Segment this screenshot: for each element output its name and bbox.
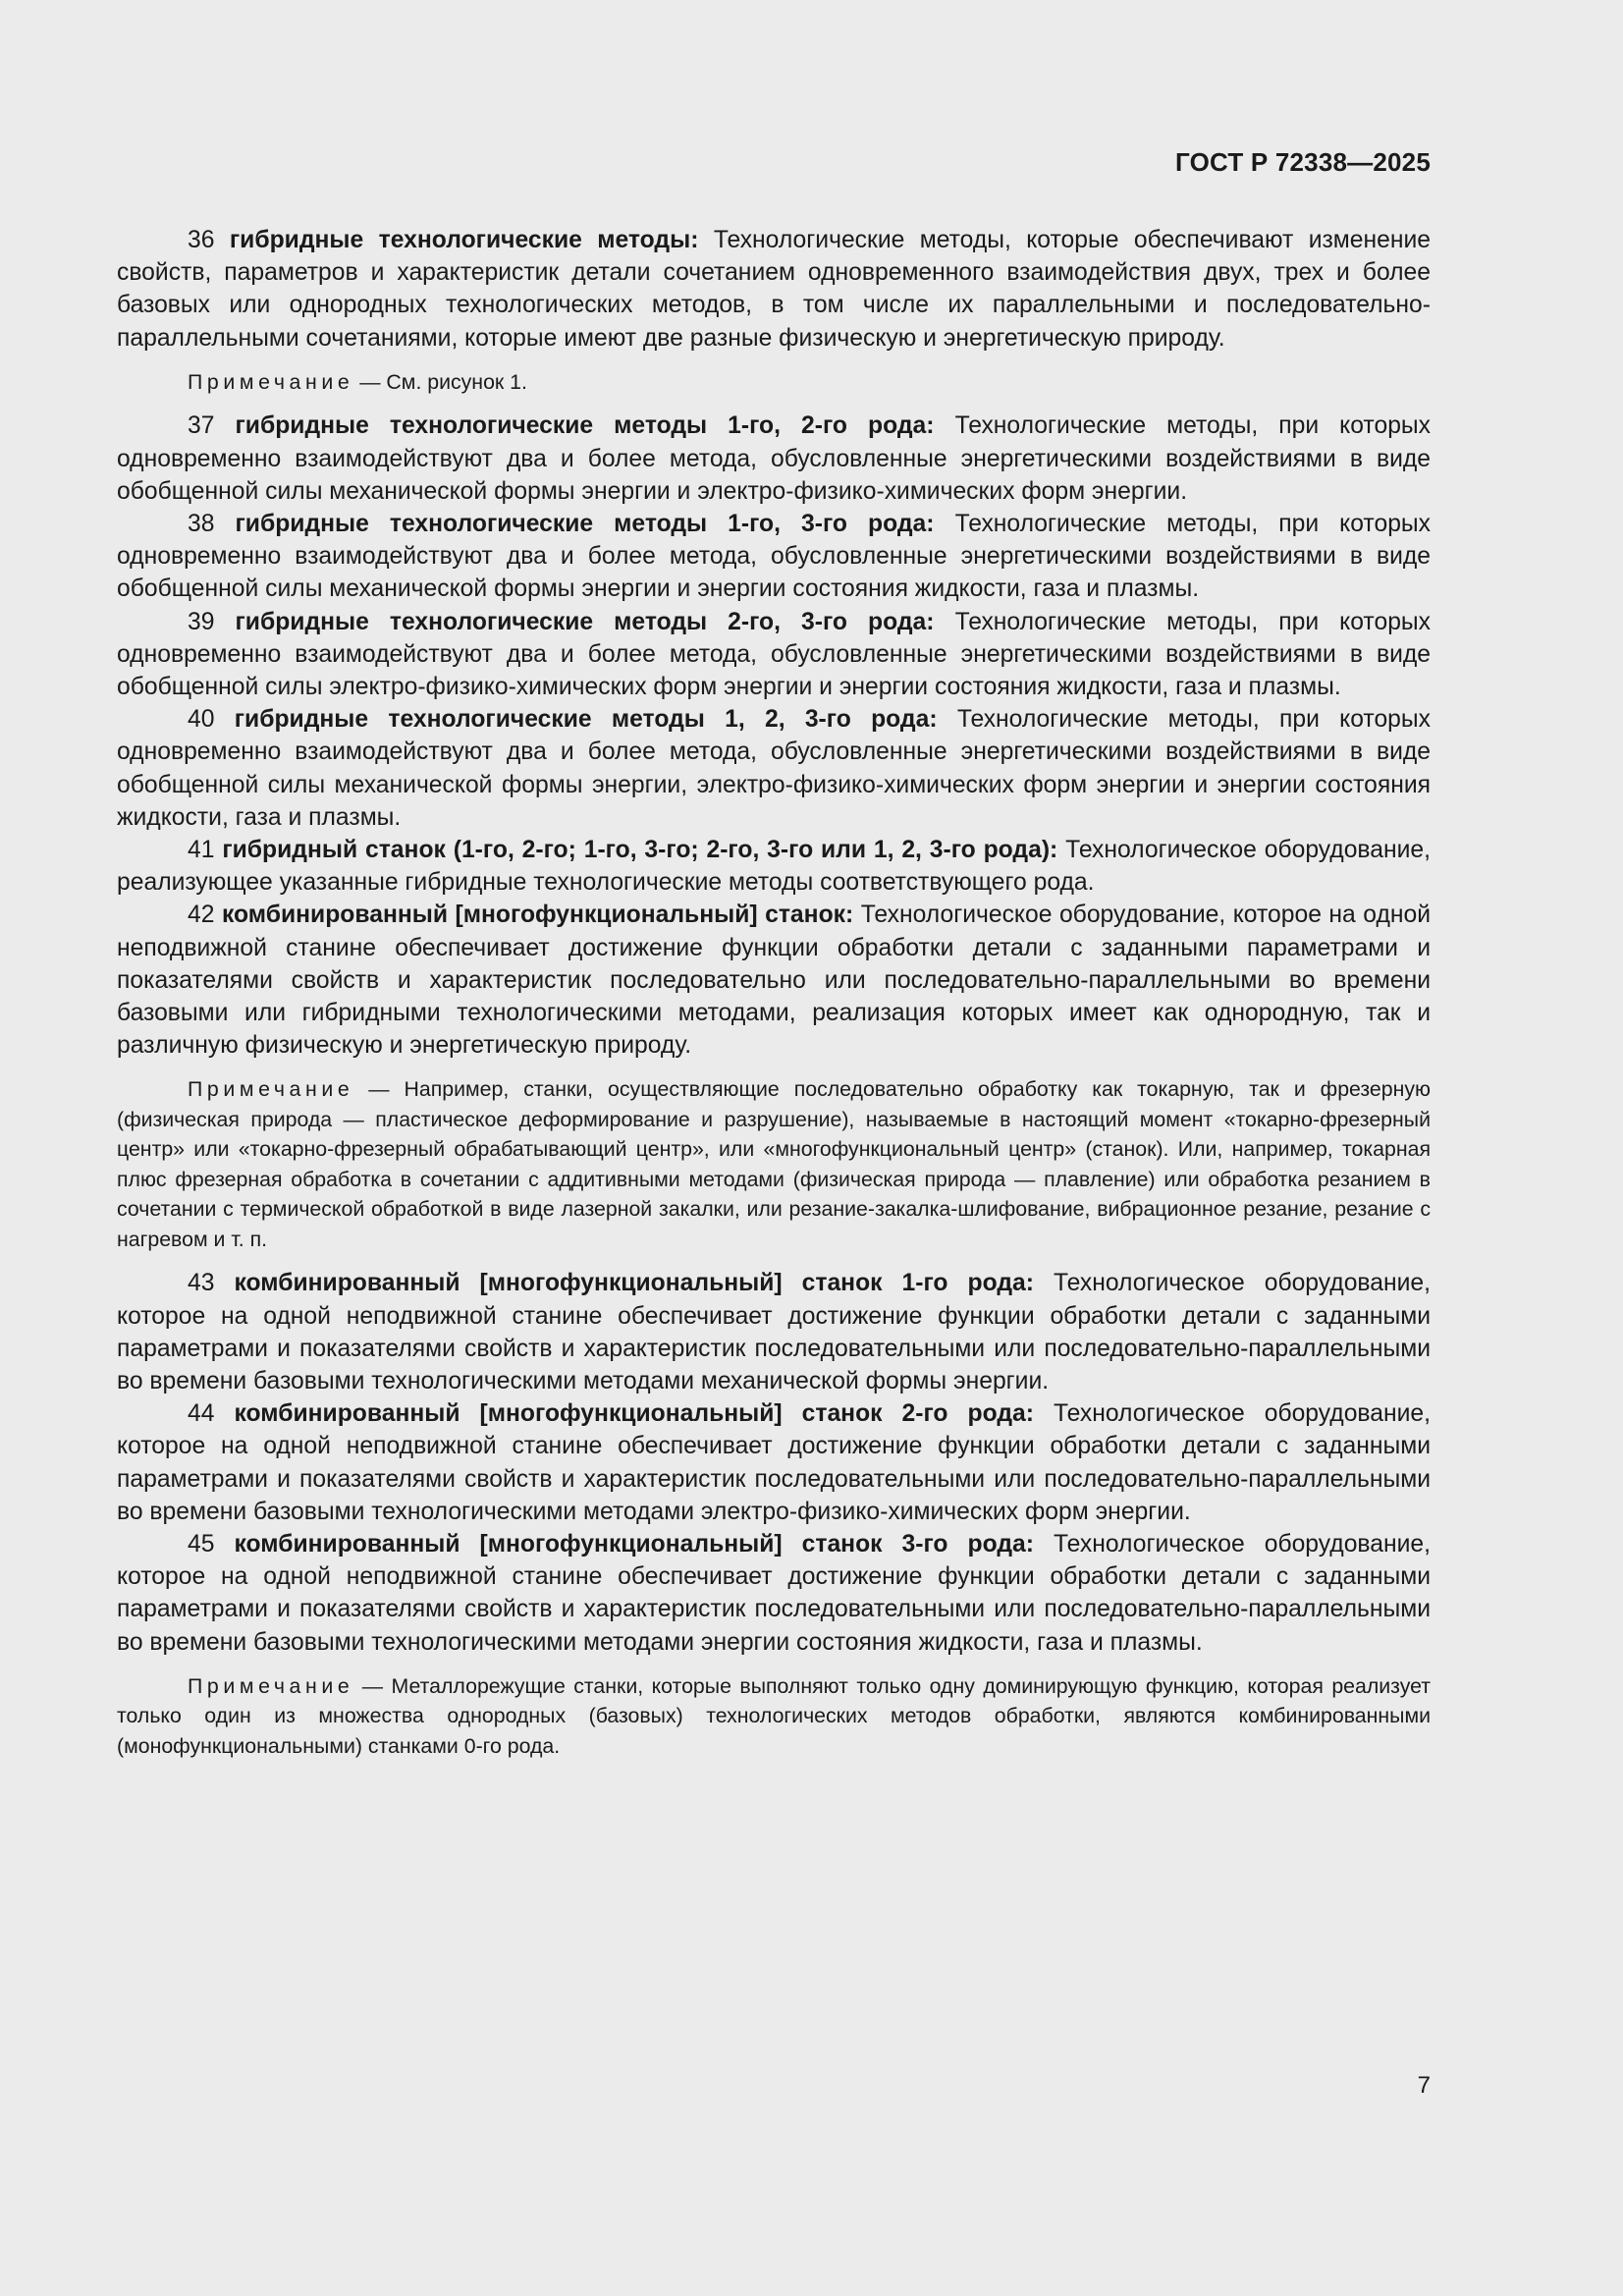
term-definition: Технологические методы, при которых одновременно взаимодействуют два и более метода, обусловленные энергетическими воздействиями в виде обобщенной силы механической формы энергии и электро-физико-химических форм энергии. [117, 412, 1432, 505]
term-title: гибридные технологические методы 1, 2, 3-го рода: [234, 706, 938, 734]
page-number: 7 [1417, 2072, 1431, 2099]
term-title: комбинированный [многофункциональный] станок 1-го рода: [234, 1270, 1034, 1297]
note-label: Примечание [188, 1673, 354, 1698]
term-title: гибридные технологические методы 1-го, 2-го рода: [235, 412, 935, 440]
term-definition: Технологическое оборудование, реализующее указанные гибридные технологические методы соответствующего рода. [117, 836, 1432, 897]
term-number: 36 [188, 227, 215, 253]
term-definition: Технологические методы, при которых одновременно взаимодействуют два и более метода, обусловленные энергетическими воздействиями в виде обобщенной силы электро-физико-химических форм энергии и энергии состояния жидкости, газа и плазмы. [117, 608, 1432, 700]
note-text: — Например, станки, осуществляющие последовательно обработку как токарную, так и фрезерную (физическая природа — пластическое деформирование и разрушение), называемые в настоящий момент «токарно-фрезерный центр» или «токарно-фрезерный обрабатывающий центр», или «многофункциональный центр» (станок). Или, например, токарная плюс фрезерная обработка в сочетании с аддитивными методами (физическая природа — плавление) или обработка резанием в сочетании с термической обработкой в виде лазерной закалки, или резание-закалка-шлифование, вибрационное резание, резание с нагревом и т. п. [117, 1077, 1432, 1251]
term-title: комбинированный [многофункциональный] станок 2-го рода: [234, 1400, 1034, 1428]
term-number: 45 [188, 1531, 215, 1558]
note-1 [117, 367, 1431, 398]
term-36 [117, 224, 1431, 355]
term-number: 43 [188, 1270, 215, 1297]
note-3 [117, 1671, 1431, 1762]
term-number: 42 [188, 902, 215, 929]
term-definition: Технологические методы, при которых одновременно взаимодействуют два и более метода, обусловленные энергетическими воздействиями в виде обобщенной силы механической формы энергии и энергии состояния жидкости, газа и плазмы. [117, 510, 1432, 603]
document-body [117, 224, 1431, 1761]
term-definition: Технологическое оборудование, которое на одной неподвижной станине обеспечивает достижение функции обработки детали с заданными параметрами и показателями свойств и характеристик последовательными или последовательно-параллельными во времени базовыми технологическими методами энергии состояния жидкости, газа и плазмы. [117, 1531, 1432, 1656]
document-header: ГОСТ Р 72338—2025 [1175, 147, 1431, 177]
term-39 [117, 606, 1431, 704]
term-title: гибридные технологические методы: [229, 227, 699, 253]
term-43 [117, 1267, 1431, 1397]
term-45 [117, 1528, 1431, 1659]
term-42 [117, 899, 1431, 1062]
term-number: 40 [188, 706, 215, 734]
term-number: 39 [188, 608, 215, 635]
term-38 [117, 508, 1431, 606]
term-44 [117, 1397, 1431, 1528]
note-2 [117, 1074, 1431, 1254]
term-title: гибридные технологические методы 2-го, 3-го рода: [235, 608, 935, 635]
term-number: 44 [188, 1400, 215, 1428]
term-definition: Технологические методы, которые обеспечивают изменение свойств, параметров и характеристик детали сочетанием одновременного взаимодействия двух, трех и более базовых или однородных технологических методов, в том числе их параллельными и последовательно-параллельными сочетаниями, которые имеют две разные физическую и энергетическую природу. [117, 227, 1432, 352]
term-definition: Технологическое оборудование, которое на одной неподвижной станине обеспечивает достижение функции обработки детали с заданными параметрами и показателями свойств и характеристик последовательно или последовательно-параллельными во времени базовыми или гибридными технологическими методами, реализация которых имеет как однородную, так и различную физическую и энергетическую природу. [117, 902, 1432, 1060]
note-label: Примечание [188, 1077, 354, 1102]
term-definition: Технологическое оборудование, которое на одной неподвижной станине обеспечивает достижение функции обработки детали с заданными параметрами и показателями свойств и характеристик последовательными или последовательно-параллельными во времени базовыми технологическими методами электро-физико-химических форм энергии. [117, 1400, 1432, 1525]
term-40 [117, 703, 1431, 834]
note-label: Примечание [188, 369, 354, 394]
term-definition: Технологические методы, при которых одновременно взаимодействуют два и более метода, обусловленные энергетическими воздействиями в виде обобщенной силы механической формы энергии, электро-физико-химических форм энергии и энергии состояния жидкости, газа и плазмы. [117, 706, 1431, 831]
term-number: 38 [188, 510, 215, 537]
term-title: гибридный станок (1-го, 2-го; 1-го, 3-го; 2-го, 3-го или 1, 2, 3-го рода): [222, 836, 1058, 863]
term-number: 41 [188, 836, 215, 863]
term-definition: Технологическое оборудование, которое на одной неподвижной станине обеспечивает достижение функции обработки детали с заданными параметрами и показателями свойств и характеристик последовательными или последовательно-параллельными во времени базовыми технологическими методами механической формы энергии. [117, 1270, 1432, 1394]
term-number: 37 [188, 412, 215, 440]
term-41 [117, 834, 1431, 899]
term-title: комбинированный [многофункциональный] станок 3-го рода: [234, 1531, 1034, 1558]
term-title: комбинированный [многофункциональный] станок: [221, 902, 854, 929]
term-37 [117, 410, 1431, 508]
note-text: — Металлорежущие станки, которые выполняют только одну доминирующую функцию, которая реализует только один из множества однородных (базовых) технологических методов обработки, являются комбинированными (монофункциональными) станками 0-го рода. [117, 1673, 1432, 1758]
note-text: — См. рисунок 1. [359, 369, 527, 394]
term-title: гибридные технологические методы 1-го, 3-го рода: [235, 510, 935, 537]
